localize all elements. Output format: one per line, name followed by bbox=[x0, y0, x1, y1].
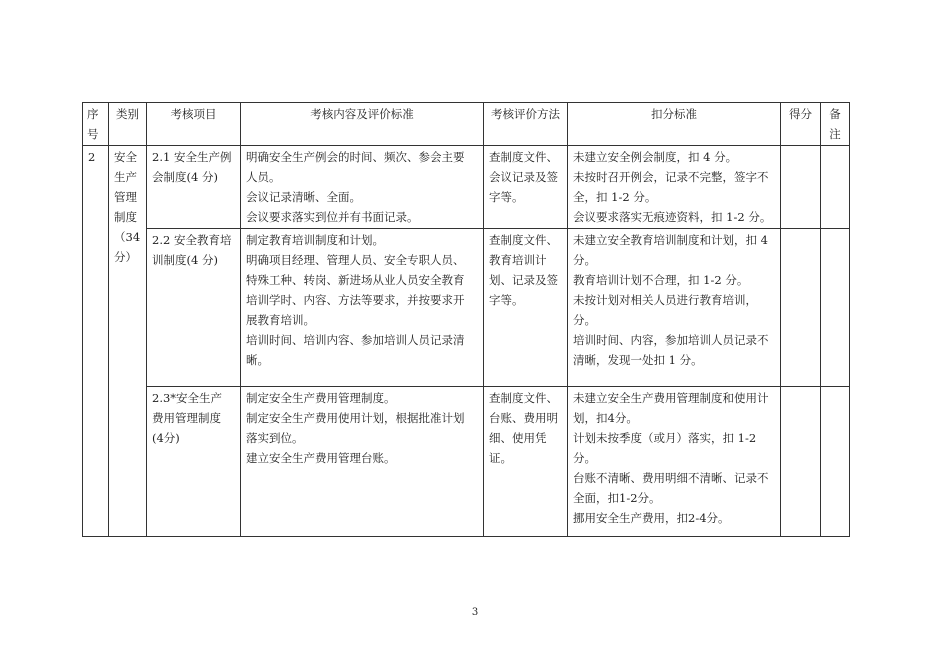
method-line: 查制度文件、 bbox=[489, 233, 558, 247]
deduction-line: 未建立安全生产费用管理制度和使用计 bbox=[573, 391, 769, 405]
category-line: 管理 bbox=[114, 190, 137, 204]
score-cell bbox=[781, 146, 821, 229]
deduction-line: 未按时召开例会，记录不完整，签字不 bbox=[573, 170, 769, 184]
content-line: 培训学时、内容、方法等要求，并按要求开 bbox=[246, 293, 465, 307]
content-line: 晰。 bbox=[246, 353, 269, 367]
table-row bbox=[83, 146, 850, 229]
deduction-cell bbox=[568, 229, 781, 387]
header-score: 得分 bbox=[781, 103, 821, 146]
category-line: 分） bbox=[114, 250, 137, 264]
header-remark: 备注 bbox=[821, 103, 850, 146]
content-line: 制定安全生产费用管理制度。 bbox=[246, 391, 396, 405]
deduction-line: 清晰，发现一处扣 1 分。 bbox=[573, 353, 703, 367]
item-cell bbox=[147, 387, 241, 537]
method-cell bbox=[484, 229, 568, 387]
content-line: 明确安全生产例会的时间、频次、参会主要 bbox=[246, 150, 465, 164]
deduction-line: 分。 bbox=[573, 313, 596, 327]
deduction-line: 未建立安全教育培训制度和计划，扣 4 bbox=[573, 233, 768, 247]
score-cell bbox=[781, 387, 821, 537]
method-cell bbox=[484, 146, 568, 229]
content-line: 明确项目经理、管理人员、安全专职人员、 bbox=[246, 253, 465, 267]
item-line: 费用管理制度 bbox=[152, 411, 221, 425]
method-cell bbox=[484, 387, 568, 537]
category-line: 制度 bbox=[114, 210, 137, 224]
item-cell bbox=[147, 146, 241, 229]
method-line: 字等。 bbox=[489, 190, 524, 204]
header-category: 类别 bbox=[109, 103, 147, 146]
content-line: 制定安全生产费用使用计划，根据批准计划 bbox=[246, 411, 465, 425]
remark-cell bbox=[821, 387, 850, 537]
category-cell bbox=[109, 146, 147, 537]
deduction-line: 培训时间、内容，参加培训人员记录不 bbox=[573, 333, 769, 347]
header-content: 考核内容及评价标准 bbox=[241, 103, 484, 146]
method-line: 划、记录及签 bbox=[489, 273, 558, 287]
remark-cell bbox=[821, 146, 850, 229]
content-line: 培训时间、培训内容、参加培训人员记录清 bbox=[246, 333, 465, 347]
deduction-line: 全面，扣1-2分。 bbox=[573, 491, 661, 505]
deduction-line: 教育培训计划不合理，扣 1-2 分。 bbox=[573, 273, 749, 287]
content-cell bbox=[241, 387, 484, 537]
deduction-line: 未按计划对相关人员进行教育培训， bbox=[573, 293, 757, 307]
content-line: 展教育培训。 bbox=[246, 313, 315, 327]
method-line: 台账、费用明 bbox=[489, 411, 558, 425]
content-line: 会议要求落实到位并有书面记录。 bbox=[246, 210, 419, 224]
table-row bbox=[83, 229, 850, 387]
item-line: 2.3*安全生产 bbox=[152, 391, 223, 405]
deduction-line: 全，扣 1-2 分。 bbox=[573, 190, 657, 204]
item-cell bbox=[147, 229, 241, 387]
header-row bbox=[83, 103, 850, 146]
item-line: 训制度(4 分) bbox=[152, 253, 218, 267]
item-line: 2.2 安全教育培 bbox=[152, 233, 232, 247]
deduction-cell bbox=[568, 387, 781, 537]
content-line: 制定教育培训制度和计划。 bbox=[246, 233, 384, 247]
item-line: 2.1 安全生产例 bbox=[152, 150, 232, 164]
deduction-line: 分。 bbox=[573, 451, 596, 465]
method-line: 证。 bbox=[489, 451, 512, 465]
content-cell bbox=[241, 229, 484, 387]
deduction-line: 分。 bbox=[573, 253, 596, 267]
score-cell bbox=[781, 229, 821, 387]
header-no: 序号 bbox=[83, 103, 109, 146]
deduction-line: 划，扣4分。 bbox=[573, 411, 638, 425]
content-line: 会议记录清晰、全面。 bbox=[246, 190, 361, 204]
table-row bbox=[83, 387, 850, 537]
content-line: 人员。 bbox=[246, 170, 281, 184]
method-line: 查制度文件、 bbox=[489, 150, 558, 164]
page-number: 3 bbox=[471, 607, 479, 618]
method-line: 细、使用凭 bbox=[489, 431, 547, 445]
item-line: 会制度(4 分) bbox=[152, 170, 218, 184]
deduction-line: 未建立安全例会制度，扣 4 分。 bbox=[573, 150, 738, 164]
evaluation-table bbox=[82, 102, 850, 537]
content-line: 建立安全生产费用管理台账。 bbox=[246, 451, 396, 465]
header-method: 考核评价方法 bbox=[484, 103, 568, 146]
deduction-line: 计划未按季度（或月）落实，扣 1-2 bbox=[573, 431, 757, 445]
row-number: 2 bbox=[83, 146, 109, 537]
item-line: (4分) bbox=[152, 431, 180, 445]
remark-cell bbox=[821, 229, 850, 387]
deduction-line: 挪用安全生产费用，扣2-4分。 bbox=[573, 511, 730, 525]
deduction-line: 会议要求落实无痕迹资料，扣 1-2 分。 bbox=[573, 210, 772, 224]
header-item: 考核项目 bbox=[147, 103, 241, 146]
content-cell bbox=[241, 146, 484, 229]
deduction-line: 台账不清晰、费用明细不清晰、记录不 bbox=[573, 471, 769, 485]
category-line: 安全 bbox=[114, 150, 137, 164]
method-line: 字等。 bbox=[489, 293, 524, 307]
content-line: 落实到位。 bbox=[246, 431, 304, 445]
category-line: 生产 bbox=[114, 170, 137, 184]
category-line: （34 bbox=[114, 230, 141, 244]
method-line: 教育培训计 bbox=[489, 253, 547, 267]
content-line: 特殊工种、转岗、新进场从业人员安全教育 bbox=[246, 273, 465, 287]
method-line: 会议记录及签 bbox=[489, 170, 558, 184]
header-deduction: 扣分标准 bbox=[568, 103, 781, 146]
deduction-cell bbox=[568, 146, 781, 229]
method-line: 查制度文件、 bbox=[489, 391, 558, 405]
